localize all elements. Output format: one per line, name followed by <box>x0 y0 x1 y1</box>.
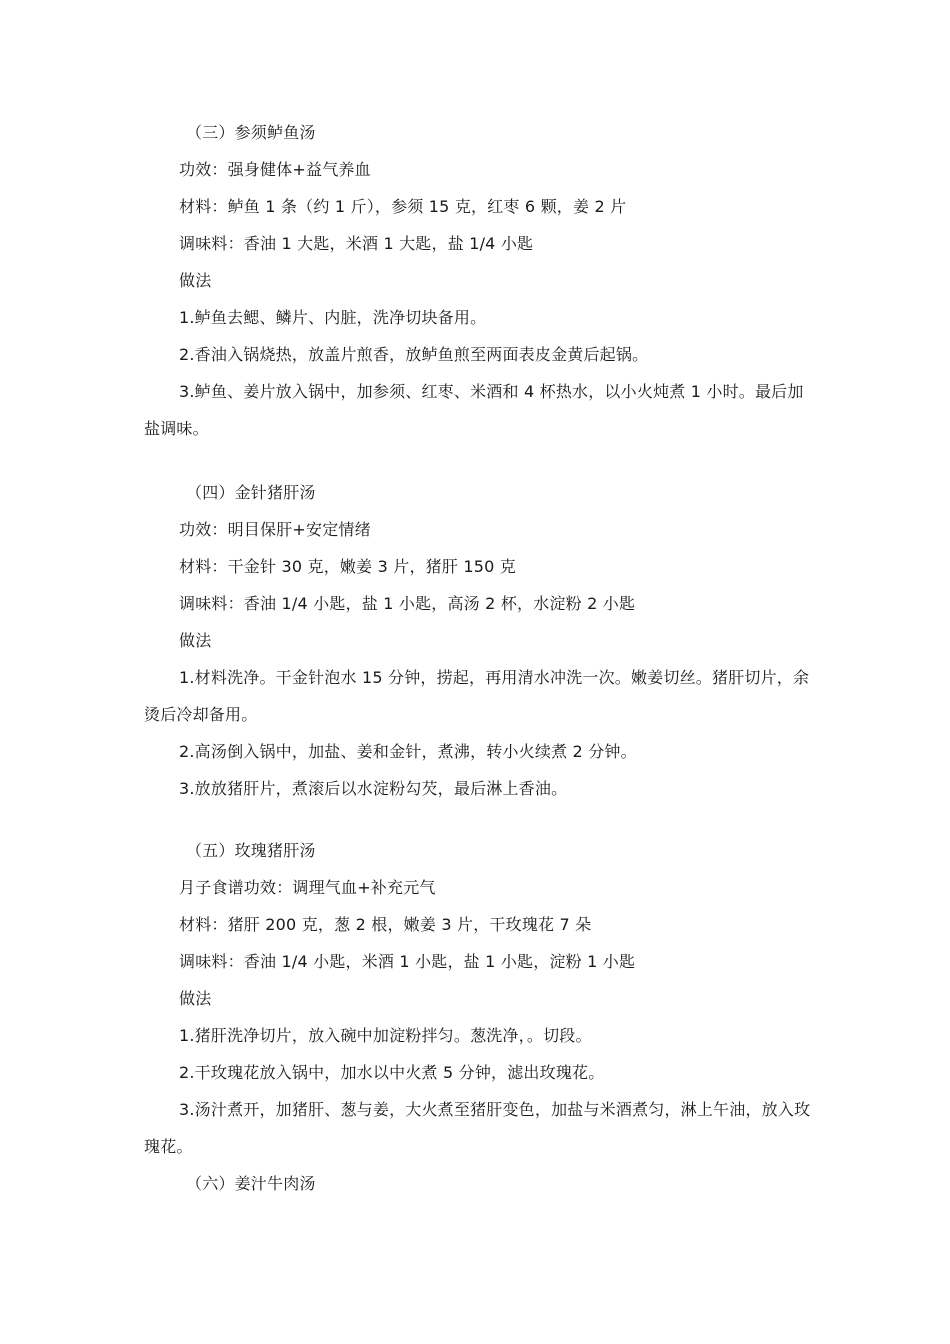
recipe-title: （四）金针猪肝汤 <box>186 483 316 502</box>
recipe-section-5 <box>144 832 814 1202</box>
recipe-method-label: 做法 <box>179 631 212 650</box>
recipe-seasoning: 调味料：香油 1 大匙，米酒 1 大匙，盐 1/4 小匙 <box>179 234 534 253</box>
recipe-effect: 功效：强身健体+益气养血 <box>179 160 371 179</box>
recipe-effect: 月子食谱功效：调理气血+补充元气 <box>179 878 436 897</box>
recipe-seasoning: 调味料：香油 1/4 小匙，米酒 1 小匙，盐 1 小匙，淀粉 1 小匙 <box>179 952 636 971</box>
recipe-materials: 材料：干金针 30 克，嫩姜 3 片，猪肝 150 克 <box>179 557 516 576</box>
recipe-section-4 <box>144 474 814 807</box>
recipe-step: 2.香油入锅烧热，放盖片煎香，放鲈鱼煎至两面表皮金黄后起锅。 <box>179 345 649 364</box>
recipe-materials: 材料：猪肝 200 克，葱 2 根，嫩姜 3 片，干玫瑰花 7 朵 <box>179 915 592 934</box>
recipe-method-label: 做法 <box>179 271 212 290</box>
recipe-step: 3.鲈鱼、姜片放入锅中，加参须、红枣、米酒和 4 杯热水，以小火炖煮 1 小时。最后加盐调味。 <box>144 382 804 438</box>
recipe-title: （六）姜汁牛肉汤 <box>186 1174 316 1193</box>
recipe-step: 2.干玫瑰花放入锅中，加水以中火煮 5 分钟，滤出玫瑰花。 <box>179 1063 605 1082</box>
recipe-effect: 功效：明目保肝+安定情绪 <box>179 520 371 539</box>
recipe-step: 3.放放猪肝片，煮滚后以水淀粉勾芡，最后淋上香油。 <box>179 779 568 798</box>
recipe-step: 2.高汤倒入锅中，加盐、姜和金针，煮沸，转小火续煮 2 分钟。 <box>179 742 637 761</box>
recipe-step: 1.材料洗净。干金针泡水 15 分钟，捞起，再用清水冲洗一次。嫩姜切丝。猪肝切片，余烫后冷却备用。 <box>144 668 810 724</box>
recipe-title: （三）参须鲈鱼汤 <box>186 123 316 142</box>
recipe-step: 1.鲈鱼去鳃、鳞片、内脏，洗净切块备用。 <box>179 308 487 327</box>
recipe-section-3 <box>144 114 814 447</box>
recipe-method-label: 做法 <box>179 989 212 1008</box>
recipe-title: （五）玫瑰猪肝汤 <box>186 841 316 860</box>
recipe-step: 3.汤汁煮开，加猪肝、葱与姜，大火煮至猪肝变色，加盐与米酒煮匀，淋上午油，放入玫瑰花。 <box>144 1100 811 1156</box>
recipe-seasoning: 调味料：香油 1/4 小匙，盐 1 小匙，高汤 2 杯，水淀粉 2 小匙 <box>179 594 636 613</box>
recipe-materials: 材料：鲈鱼 1 条（约 1 斤），参须 15 克，红枣 6 颗，姜 2 片 <box>179 197 627 216</box>
recipe-step: 1.猪肝洗净切片，放入碗中加淀粉拌匀。葱洗净，。切段。 <box>179 1026 592 1045</box>
